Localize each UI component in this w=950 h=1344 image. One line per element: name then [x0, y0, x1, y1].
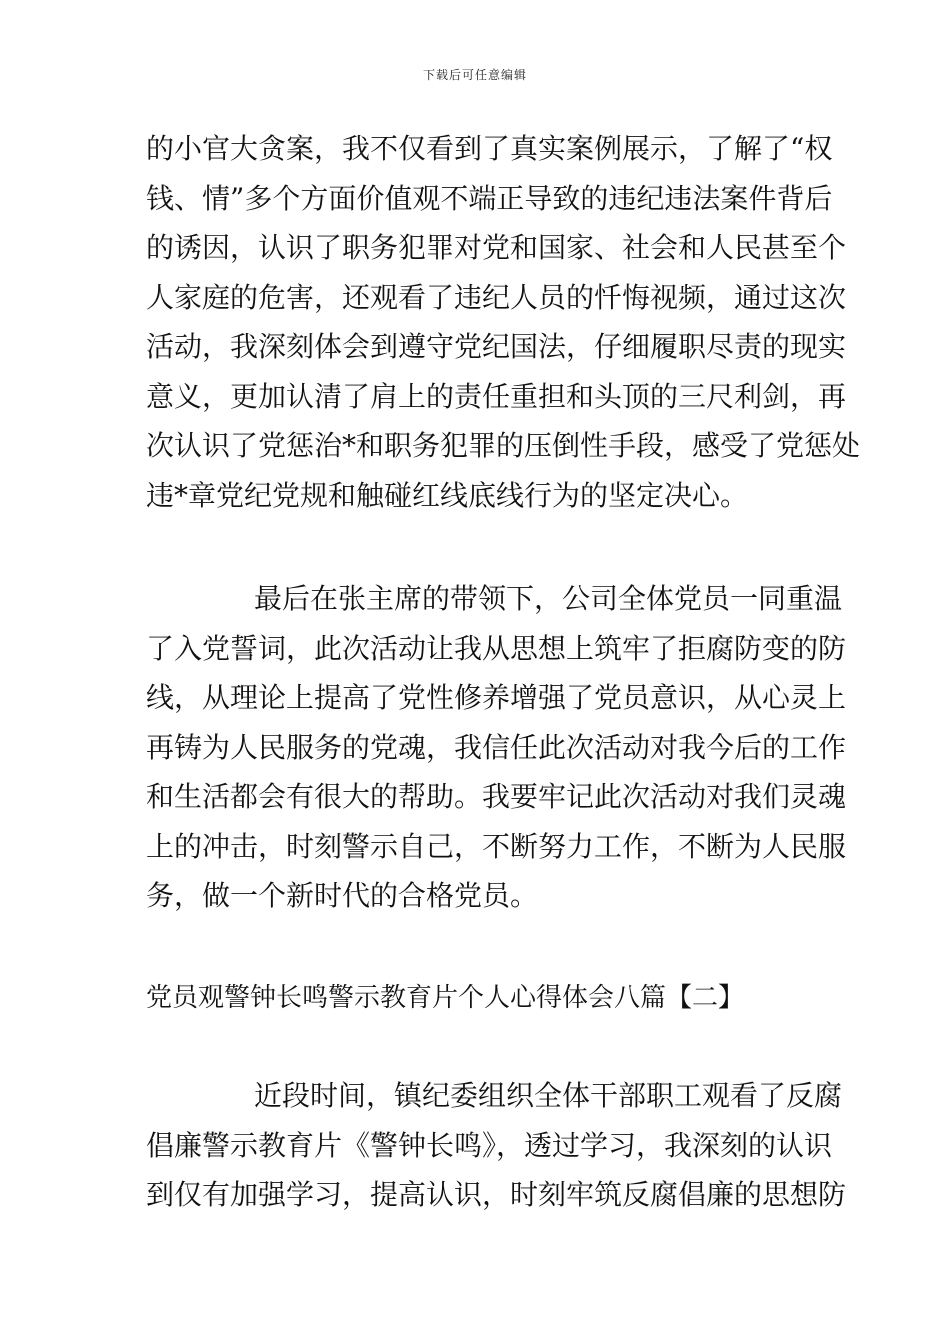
paragraph-line: 到仅有加强学习，提高认识，时刻牢筑反腐倡廉的思想防: [146, 1178, 847, 1211]
paragraph-line: 意义，更加认清了肩上的责任重担和头顶的三尺利剑，再: [146, 379, 847, 413]
paragraph-line: 活动，我深刻体会到遵守党纪国法，仔细履职尽责的现实: [146, 330, 847, 363]
paragraph-1: [146, 124, 861, 520]
paragraph-line: 的小官大贪案，我不仅看到了真实案例展示，了解了“权: [146, 132, 833, 165]
paragraph-line: 再铸为人民服务的党魂，我信任此次活动对我今后的工作: [146, 730, 847, 764]
paragraph-line: 和生活都会有很大的帮助。我要牢记此次活动对我们灵魂: [146, 780, 847, 813]
paragraph-line: 线，从理论上提高了党性修养增强了党员意识，从心灵上: [146, 681, 847, 714]
paragraph-line: 倡廉警示教育片《警钟长鸣》，透过学习，我深刻的认识: [146, 1128, 833, 1162]
paragraph-line: 最后在张主席的带领下，公司全体党员一同重温: [254, 582, 843, 615]
paragraph-3: [146, 1071, 847, 1220]
paragraph-line: 的诱因，认识了职务犯罪对党和国家、社会和人民甚至个: [146, 231, 847, 264]
paragraph-line: 近段时间，镇纪委组织全体干部职工观看了反腐: [254, 1079, 843, 1112]
paragraph-line: 钱、情”多个方面价值观不端正导致的违纪违法案件背后: [146, 181, 833, 215]
page-header: 下载后可任意编辑: [422, 68, 527, 82]
paragraph-2: [146, 574, 847, 921]
section-heading: 党员观警钟长鸣警示教育片个人心得体会八篇【二】: [146, 983, 745, 1013]
paragraph-line: 了入党誓词，此次活动让我从思想上筑牢了拒腐防变的防: [146, 631, 847, 665]
paragraph-line: 违*章党纪党规和触碰红线底线行为的坚定决心。: [146, 478, 749, 512]
paragraph-line: 务，做一个新时代的合格党员。: [146, 879, 539, 912]
paragraph-line: 人家庭的危害，还观看了违纪人员的忏悔视频，通过这次: [146, 280, 847, 314]
paragraph-line: 次认识了党惩治*和职务犯罪的压倒性手段，感受了党惩处: [146, 429, 861, 462]
paragraph-line: 上的冲击，时刻警示自己，不断努力工作，不断为人民服: [146, 829, 847, 863]
